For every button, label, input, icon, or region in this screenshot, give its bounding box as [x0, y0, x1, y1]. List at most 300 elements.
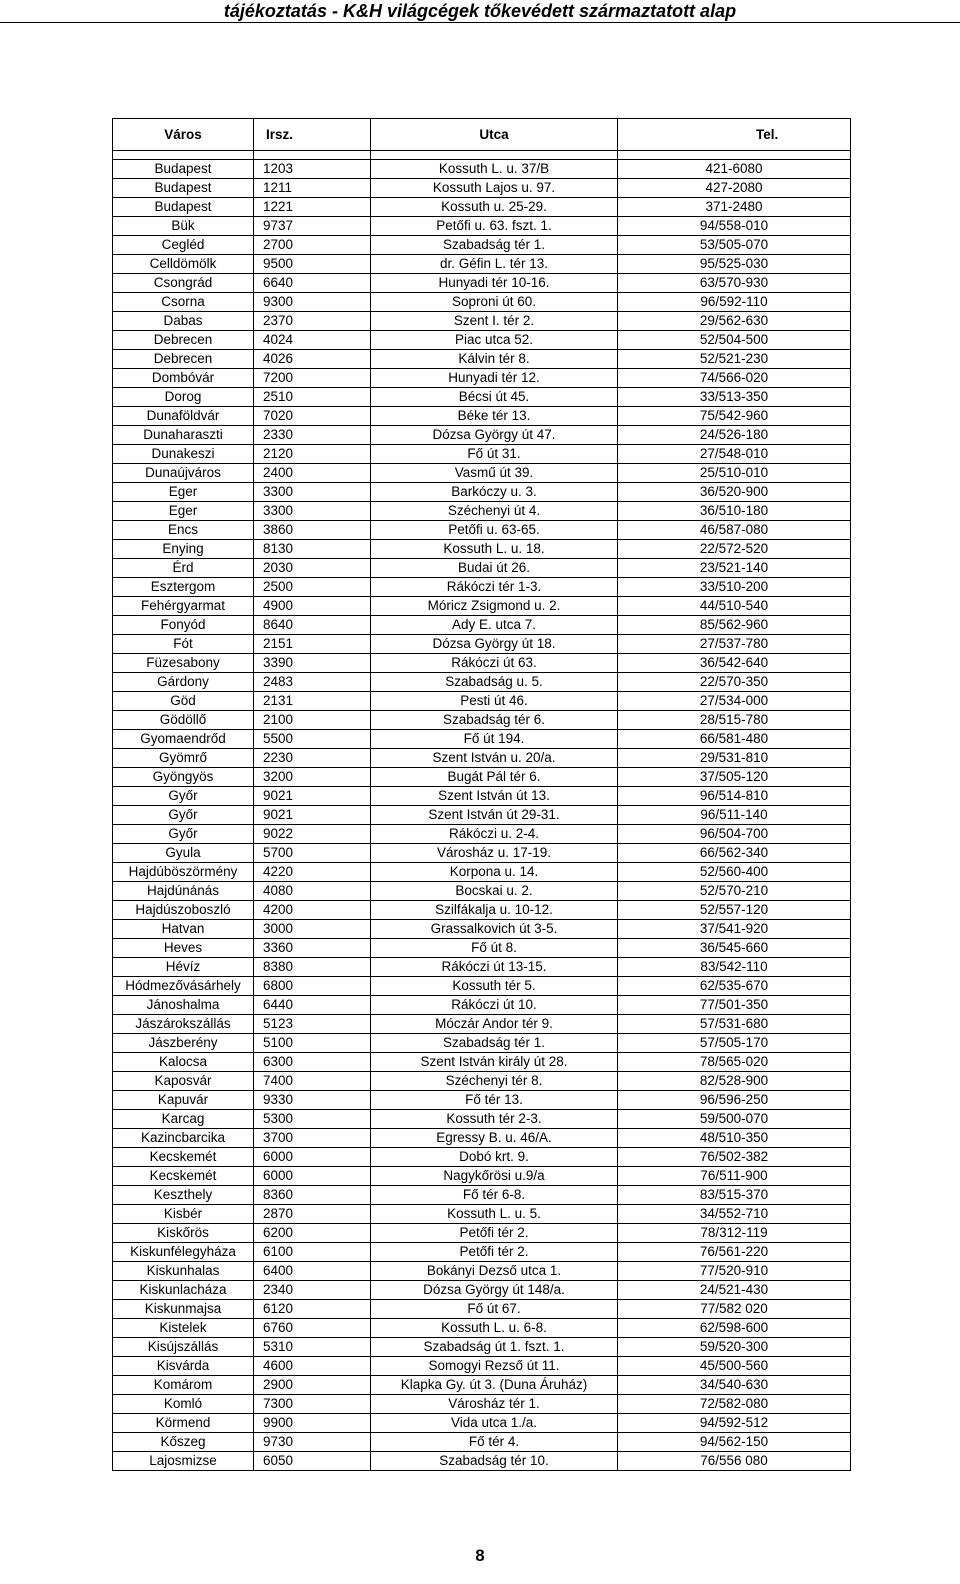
phone-cell: 94/562-150	[618, 1433, 851, 1452]
phone-cell: 36/545-660	[618, 939, 851, 958]
street-cell: Szent István u. 20/a.	[371, 749, 618, 768]
zip-cell: 6000	[254, 1148, 371, 1167]
phone-cell: 77/501-350	[618, 996, 851, 1015]
phone-cell: 27/534-000	[618, 692, 851, 711]
city-cell: Komló	[113, 1395, 254, 1414]
city-cell: Esztergom	[113, 578, 254, 597]
phone-cell: 25/510-010	[618, 464, 851, 483]
zip-cell: 2330	[254, 426, 371, 445]
street-cell: Móricz Zsigmond u. 2.	[371, 597, 618, 616]
zip-cell: 3300	[254, 483, 371, 502]
street-cell: Rákóczi út 10.	[371, 996, 618, 1015]
phone-cell: 75/542-960	[618, 407, 851, 426]
street-cell: Dózsa György út 18.	[371, 635, 618, 654]
table-row	[113, 1205, 851, 1224]
table-row	[113, 407, 851, 426]
phone-cell: 52/521-230	[618, 350, 851, 369]
city-cell: Hajdúböszörmény	[113, 863, 254, 882]
table-row	[113, 977, 851, 996]
city-cell: Kisbér	[113, 1205, 254, 1224]
table-row	[113, 1262, 851, 1281]
city-cell: Kiskunmajsa	[113, 1300, 254, 1319]
zip-cell: 5700	[254, 844, 371, 863]
street-cell: Bugát Pál tér 6.	[371, 768, 618, 787]
table-row	[113, 1357, 851, 1376]
table-row	[113, 293, 851, 312]
header-title: tájékoztatás - K&H világcégek tőkevédett származtatott alap	[223, 1, 737, 21]
zip-cell: 8380	[254, 958, 371, 977]
zip-cell: 6300	[254, 1053, 371, 1072]
table-row	[113, 768, 851, 787]
table-row	[113, 1433, 851, 1452]
phone-cell: 63/570-930	[618, 274, 851, 293]
city-cell: Kecskemét	[113, 1148, 254, 1167]
table-row	[113, 1110, 851, 1129]
street-cell: Budai út 26.	[371, 559, 618, 578]
zip-cell: 6800	[254, 977, 371, 996]
table-row	[113, 1395, 851, 1414]
zip-cell: 2151	[254, 635, 371, 654]
zip-cell: 5500	[254, 730, 371, 749]
city-cell: Győr	[113, 787, 254, 806]
city-cell: Kalocsa	[113, 1053, 254, 1072]
zip-cell: 7020	[254, 407, 371, 426]
street-cell: Nagykőrösi u.9/a	[371, 1167, 618, 1186]
phone-cell: 76/502-382	[618, 1148, 851, 1167]
city-cell: Gödöllő	[113, 711, 254, 730]
street-cell: Egressy B. u. 46/A.	[371, 1129, 618, 1148]
zip-cell: 2030	[254, 559, 371, 578]
zip-cell: 9730	[254, 1433, 371, 1452]
city-cell: Fót	[113, 635, 254, 654]
phone-cell: 74/566-020	[618, 369, 851, 388]
phone-cell: 66/562-340	[618, 844, 851, 863]
phone-cell: 45/500-560	[618, 1357, 851, 1376]
zip-cell: 4200	[254, 901, 371, 920]
phone-cell: 427-2080	[618, 179, 851, 198]
zip-cell: 6100	[254, 1243, 371, 1262]
street-cell: Rákóczi út 63.	[371, 654, 618, 673]
street-cell: Rákóczi út 13-15.	[371, 958, 618, 977]
city-cell: Dorog	[113, 388, 254, 407]
zip-cell: 3300	[254, 502, 371, 521]
phone-cell: 34/540-630	[618, 1376, 851, 1395]
zip-cell: 7300	[254, 1395, 371, 1414]
table-row	[113, 996, 851, 1015]
phone-cell: 24/521-430	[618, 1281, 851, 1300]
city-cell: Kistelek	[113, 1319, 254, 1338]
zip-cell: 6400	[254, 1262, 371, 1281]
city-cell: Körmend	[113, 1414, 254, 1433]
city-cell: Kaposvár	[113, 1072, 254, 1091]
phone-cell: 27/548-010	[618, 445, 851, 464]
city-cell: Debrecen	[113, 331, 254, 350]
city-cell: Csorna	[113, 293, 254, 312]
table-row	[113, 521, 851, 540]
phone-cell: 421-6080	[618, 160, 851, 179]
zip-cell: 2120	[254, 445, 371, 464]
city-cell: Jászárokszállás	[113, 1015, 254, 1034]
phone-cell: 57/505-170	[618, 1034, 851, 1053]
table-row	[113, 635, 851, 654]
column-header-zip: Irsz.	[254, 119, 371, 151]
city-cell: Kőszeg	[113, 1433, 254, 1452]
city-cell: Eger	[113, 483, 254, 502]
street-cell: Bocskai u. 2.	[371, 882, 618, 901]
phone-cell: 83/542-110	[618, 958, 851, 977]
table-row	[113, 901, 851, 920]
table-row	[113, 597, 851, 616]
street-cell: Vasmű út 39.	[371, 464, 618, 483]
table-row	[113, 160, 851, 179]
phone-cell: 37/505-120	[618, 768, 851, 787]
city-cell: Debrecen	[113, 350, 254, 369]
phone-cell: 76/511-900	[618, 1167, 851, 1186]
zip-cell: 5100	[254, 1034, 371, 1053]
phone-cell: 52/560-400	[618, 863, 851, 882]
street-cell: Béke tér 13.	[371, 407, 618, 426]
zip-cell: 4220	[254, 863, 371, 882]
phone-cell: 96/511-140	[618, 806, 851, 825]
phone-cell: 29/531-810	[618, 749, 851, 768]
table-row	[113, 654, 851, 673]
city-cell: Gyula	[113, 844, 254, 863]
city-cell: Jászberény	[113, 1034, 254, 1053]
street-cell: Szilfákalja u. 10-12.	[371, 901, 618, 920]
table-row	[113, 863, 851, 882]
zip-cell: 6440	[254, 996, 371, 1015]
phone-cell: 83/515-370	[618, 1186, 851, 1205]
street-cell: Petőfi tér 2.	[371, 1224, 618, 1243]
phone-cell: 48/510-350	[618, 1129, 851, 1148]
street-cell: Kossuth L. u. 5.	[371, 1205, 618, 1224]
street-cell: Fő út 31.	[371, 445, 618, 464]
city-cell: Celldömölk	[113, 255, 254, 274]
table-row	[113, 483, 851, 502]
phone-cell: 62/598-600	[618, 1319, 851, 1338]
street-cell: Kossuth tér 5.	[371, 977, 618, 996]
city-cell: Győr	[113, 825, 254, 844]
table-header-spacer	[113, 151, 851, 160]
zip-cell: 2900	[254, 1376, 371, 1395]
street-cell: Kossuth L. u. 37/B	[371, 160, 618, 179]
table-row	[113, 616, 851, 635]
city-cell: Komárom	[113, 1376, 254, 1395]
zip-cell: 8360	[254, 1186, 371, 1205]
street-cell: Szabadság u. 5.	[371, 673, 618, 692]
phone-cell: 96/592-110	[618, 293, 851, 312]
phone-cell: 23/521-140	[618, 559, 851, 578]
zip-cell: 7200	[254, 369, 371, 388]
phone-cell: 36/520-900	[618, 483, 851, 502]
phone-cell: 53/505-070	[618, 236, 851, 255]
zip-cell: 2340	[254, 1281, 371, 1300]
street-cell: Petőfi u. 63. fszt. 1.	[371, 217, 618, 236]
street-cell: Kossuth L. u. 18.	[371, 540, 618, 559]
column-header-phone: Tel.	[618, 119, 851, 151]
phone-cell: 96/514-810	[618, 787, 851, 806]
table-row	[113, 692, 851, 711]
table-row	[113, 920, 851, 939]
zip-cell: 4026	[254, 350, 371, 369]
street-cell: Széchenyi út 4.	[371, 502, 618, 521]
street-cell: Soproni út 60.	[371, 293, 618, 312]
phone-cell: 66/581-480	[618, 730, 851, 749]
city-cell: Kapuvár	[113, 1091, 254, 1110]
city-cell: Fehérgyarmat	[113, 597, 254, 616]
street-cell: Kossuth Lajos u. 97.	[371, 179, 618, 198]
zip-cell: 2100	[254, 711, 371, 730]
table-row	[113, 787, 851, 806]
table-row	[113, 1300, 851, 1319]
zip-cell: 9330	[254, 1091, 371, 1110]
city-cell: Karcag	[113, 1110, 254, 1129]
city-cell: Gárdony	[113, 673, 254, 692]
phone-cell: 37/541-920	[618, 920, 851, 939]
zip-cell: 2483	[254, 673, 371, 692]
table-row	[113, 844, 851, 863]
phone-cell: 96/596-250	[618, 1091, 851, 1110]
street-cell: Fő tér 6-8.	[371, 1186, 618, 1205]
city-cell: Enying	[113, 540, 254, 559]
table-row	[113, 882, 851, 901]
table-row	[113, 939, 851, 958]
city-cell: Dombóvár	[113, 369, 254, 388]
phone-cell: 34/552-710	[618, 1205, 851, 1224]
table-row	[113, 388, 851, 407]
city-cell: Hajdúszoboszló	[113, 901, 254, 920]
phone-cell: 44/510-540	[618, 597, 851, 616]
city-cell: Encs	[113, 521, 254, 540]
table-row	[113, 806, 851, 825]
phone-cell: 95/525-030	[618, 255, 851, 274]
zip-cell: 8130	[254, 540, 371, 559]
zip-cell: 9021	[254, 787, 371, 806]
table-row	[113, 1053, 851, 1072]
street-cell: dr. Géfin L. tér 13.	[371, 255, 618, 274]
table-row	[113, 1034, 851, 1053]
city-cell: Dabas	[113, 312, 254, 331]
zip-cell: 9737	[254, 217, 371, 236]
street-cell: Somogyi Rezső út 11.	[371, 1357, 618, 1376]
street-cell: Grassalkovich út 3-5.	[371, 920, 618, 939]
street-cell: Dózsa György út 148/a.	[371, 1281, 618, 1300]
phone-cell: 28/515-780	[618, 711, 851, 730]
street-cell: Szent István út 13.	[371, 787, 618, 806]
street-cell: Széchenyi tér 8.	[371, 1072, 618, 1091]
street-cell: Ady E. utca 7.	[371, 616, 618, 635]
phone-cell: 78/312-119	[618, 1224, 851, 1243]
phone-cell: 27/537-780	[618, 635, 851, 654]
table-row	[113, 255, 851, 274]
zip-cell: 9500	[254, 255, 371, 274]
table-row	[113, 217, 851, 236]
table-row	[113, 1452, 851, 1471]
street-cell: Szabadság tér 10.	[371, 1452, 618, 1471]
phone-cell: 96/504-700	[618, 825, 851, 844]
city-cell: Gyomaendrőd	[113, 730, 254, 749]
phone-cell: 22/572-520	[618, 540, 851, 559]
zip-cell: 2500	[254, 578, 371, 597]
zip-cell: 2370	[254, 312, 371, 331]
phone-cell: 29/562-630	[618, 312, 851, 331]
phone-cell: 22/570-350	[618, 673, 851, 692]
street-cell: Barkóczy u. 3.	[371, 483, 618, 502]
zip-cell: 4024	[254, 331, 371, 350]
street-cell: Szabadság tér 6.	[371, 711, 618, 730]
city-cell: Eger	[113, 502, 254, 521]
zip-cell: 2400	[254, 464, 371, 483]
zip-cell: 6200	[254, 1224, 371, 1243]
street-cell: Dobó krt. 9.	[371, 1148, 618, 1167]
city-cell: Kiskunhalas	[113, 1262, 254, 1281]
city-cell: Fonyód	[113, 616, 254, 635]
street-cell: Rákóczi u. 2-4.	[371, 825, 618, 844]
city-cell: Hajdúnánás	[113, 882, 254, 901]
zip-cell: 6640	[254, 274, 371, 293]
city-cell: Csongrád	[113, 274, 254, 293]
zip-cell: 1211	[254, 179, 371, 198]
city-cell: Füzesabony	[113, 654, 254, 673]
table-row	[113, 1224, 851, 1243]
city-cell: Dunakeszi	[113, 445, 254, 464]
street-cell: Városház tér 1.	[371, 1395, 618, 1414]
table-row	[113, 1338, 851, 1357]
table-row	[113, 958, 851, 977]
table-row	[113, 673, 851, 692]
city-cell: Dunaújváros	[113, 464, 254, 483]
city-cell: Lajosmizse	[113, 1452, 254, 1471]
zip-cell: 6120	[254, 1300, 371, 1319]
city-cell: Győr	[113, 806, 254, 825]
zip-cell: 3700	[254, 1129, 371, 1148]
city-cell: Hódmezővásárhely	[113, 977, 254, 996]
table-row	[113, 1281, 851, 1300]
zip-cell: 6000	[254, 1167, 371, 1186]
street-cell: Móczár Andor tér 9.	[371, 1015, 618, 1034]
street-cell: Szabadság tér 1.	[371, 1034, 618, 1053]
zip-cell: 5300	[254, 1110, 371, 1129]
table-row	[113, 1186, 851, 1205]
street-cell: Szabadság út 1. fszt. 1.	[371, 1338, 618, 1357]
phone-cell: 36/510-180	[618, 502, 851, 521]
phone-cell: 76/556 080	[618, 1452, 851, 1471]
city-cell: Dunaharaszti	[113, 426, 254, 445]
phone-cell: 33/510-200	[618, 578, 851, 597]
city-cell: Cegléd	[113, 236, 254, 255]
table-row	[113, 464, 851, 483]
street-cell: Petőfi tér 2.	[371, 1243, 618, 1262]
table-row	[113, 711, 851, 730]
street-cell: Hunyadi tér 12.	[371, 369, 618, 388]
zip-cell: 3360	[254, 939, 371, 958]
zip-cell: 7400	[254, 1072, 371, 1091]
street-cell: Kálvin tér 8.	[371, 350, 618, 369]
zip-cell: 3000	[254, 920, 371, 939]
city-cell: Érd	[113, 559, 254, 578]
phone-cell: 78/565-020	[618, 1053, 851, 1072]
phone-cell: 62/535-670	[618, 977, 851, 996]
city-cell: Dunaföldvár	[113, 407, 254, 426]
street-cell: Vida utca 1./a.	[371, 1414, 618, 1433]
city-cell: Hatvan	[113, 920, 254, 939]
table-row	[113, 1091, 851, 1110]
table-row	[113, 540, 851, 559]
zip-cell: 2870	[254, 1205, 371, 1224]
zip-cell: 4900	[254, 597, 371, 616]
street-cell: Szabadság tér 1.	[371, 236, 618, 255]
zip-cell: 5310	[254, 1338, 371, 1357]
city-cell: Keszthely	[113, 1186, 254, 1205]
branch-table	[112, 118, 851, 1471]
zip-cell: 6050	[254, 1452, 371, 1471]
street-cell: Fő út 194.	[371, 730, 618, 749]
phone-cell: 46/587-080	[618, 521, 851, 540]
city-cell: Kiskunfélegyháza	[113, 1243, 254, 1262]
table-row	[113, 331, 851, 350]
street-cell: Bokányi Dezső utca 1.	[371, 1262, 618, 1281]
phone-cell: 52/557-120	[618, 901, 851, 920]
street-cell: Rákóczi tér 1-3.	[371, 578, 618, 597]
zip-cell: 2700	[254, 236, 371, 255]
city-cell: Heves	[113, 939, 254, 958]
street-cell: Fő út 8.	[371, 939, 618, 958]
table-row	[113, 730, 851, 749]
zip-cell: 1203	[254, 160, 371, 179]
page-header	[0, 0, 960, 23]
phone-cell: 85/562-960	[618, 616, 851, 635]
city-cell: Gyöngyös	[113, 768, 254, 787]
table-row	[113, 1243, 851, 1262]
city-cell: Kecskemét	[113, 1167, 254, 1186]
street-cell: Petőfi u. 63-65.	[371, 521, 618, 540]
city-cell: Jánoshalma	[113, 996, 254, 1015]
phone-cell: 36/542-640	[618, 654, 851, 673]
zip-cell: 9021	[254, 806, 371, 825]
page-number: 8	[475, 1546, 485, 1565]
city-cell: Kiskunlacháza	[113, 1281, 254, 1300]
phone-cell: 77/520-910	[618, 1262, 851, 1281]
table-row	[113, 369, 851, 388]
phone-cell: 59/500-070	[618, 1110, 851, 1129]
table-row	[113, 578, 851, 597]
table-row	[113, 445, 851, 464]
table-row	[113, 236, 851, 255]
city-cell: Hévíz	[113, 958, 254, 977]
city-cell: Budapest	[113, 160, 254, 179]
zip-cell: 2230	[254, 749, 371, 768]
phone-cell: 52/504-500	[618, 331, 851, 350]
street-cell: Fő tér 13.	[371, 1091, 618, 1110]
phone-cell: 24/526-180	[618, 426, 851, 445]
table-row	[113, 312, 851, 331]
street-cell: Korpona u. 14.	[371, 863, 618, 882]
table-row	[113, 1167, 851, 1186]
city-cell: Budapest	[113, 179, 254, 198]
street-cell: Pesti út 46.	[371, 692, 618, 711]
table-row	[113, 1015, 851, 1034]
table-row	[113, 825, 851, 844]
city-cell: Kiskőrös	[113, 1224, 254, 1243]
zip-cell: 3390	[254, 654, 371, 673]
phone-cell: 33/513-350	[618, 388, 851, 407]
table-row	[113, 1376, 851, 1395]
phone-cell: 57/531-680	[618, 1015, 851, 1034]
table-row	[113, 1148, 851, 1167]
city-cell: Kisvárda	[113, 1357, 254, 1376]
zip-cell: 2510	[254, 388, 371, 407]
table-row	[113, 1072, 851, 1091]
